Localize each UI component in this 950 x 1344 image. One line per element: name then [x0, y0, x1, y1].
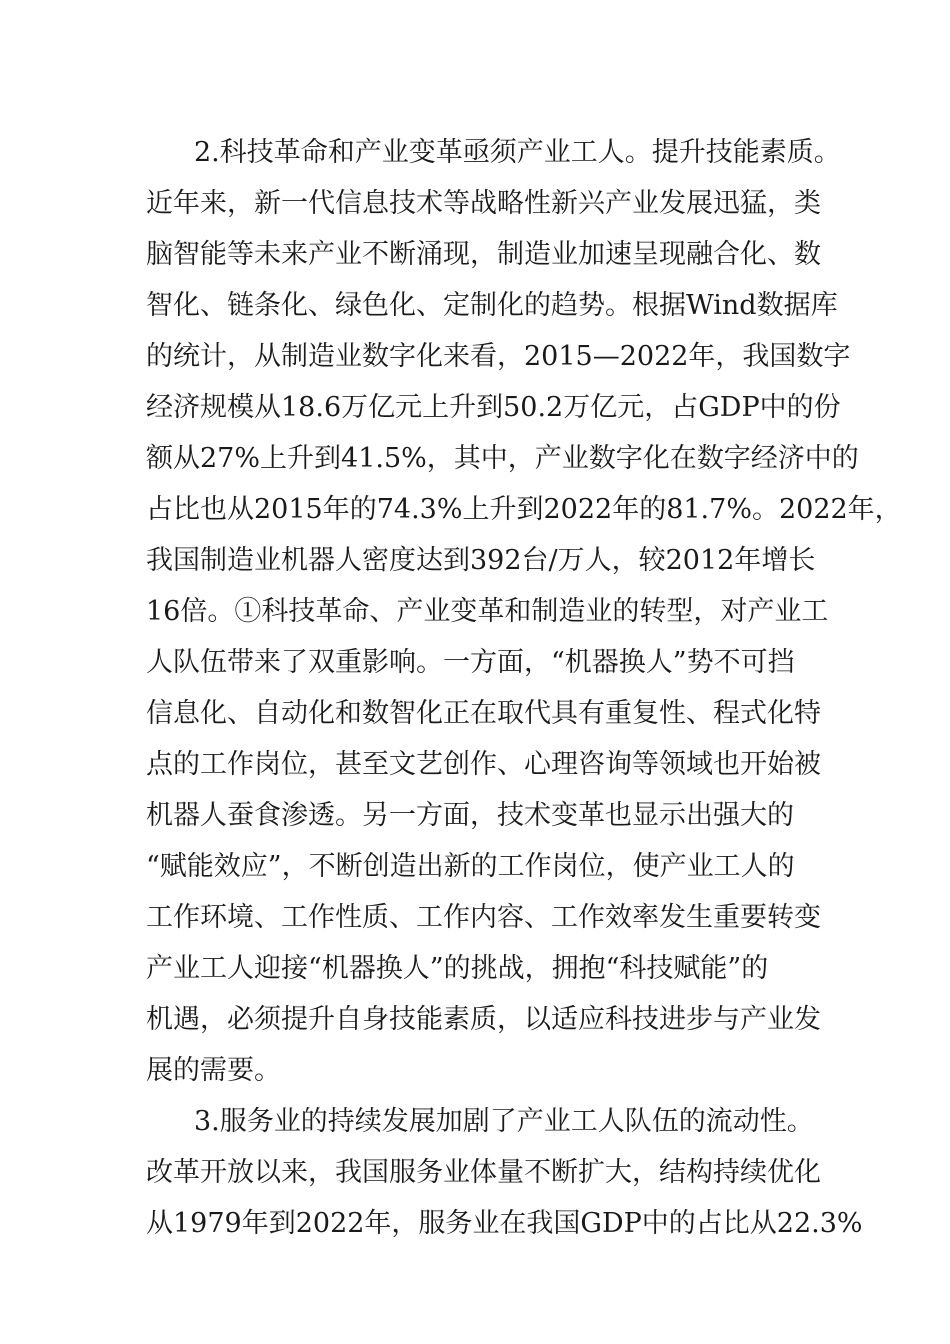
paragraph-2-line: 占比也从2015年的74.3%上升到2022年的81.7%。2022年，	[146, 494, 902, 525]
paragraph-3-heading-line: 3.服务业的持续发展加剧了产业工人队伍的流动性。	[194, 1106, 814, 1137]
paragraph-2-heading-line: 2.科技革命和产业变革亟须产业工人。提升技能素质。	[194, 137, 841, 168]
paragraph-2-line: 信息化、自动化和数智化正在取代具有重复性、程式化特	[146, 698, 821, 729]
paragraph-2-line: 产业工人迎接“机器换人”的挑战，拥抱“科技赋能”的	[146, 953, 769, 984]
paragraph-2-line: 机器人蚕食渗透。另一方面，技术变革也显示出强大的	[146, 800, 794, 831]
paragraph-2-line: “赋能效应”，不断创造出新的工作岗位，使产业工人的	[146, 851, 795, 882]
paragraph-2-line: 机遇，必须提升自身技能素质，以适应科技进步与产业发	[146, 1004, 821, 1035]
paragraph-2-line: 点的工作岗位，甚至文艺创作、心理咨询等领域也开始被	[146, 749, 821, 780]
paragraph-2-line: 脑智能等未来产业不断涌现，制造业加速呈现融合化、数	[146, 239, 821, 270]
paragraph-2-line: 人队伍带来了双重影响。一方面，“机器换人”势不可挡	[146, 647, 795, 678]
paragraph-2-line: 我国制造业机器人密度达到392台/万人，较2012年增长	[146, 545, 816, 576]
paragraph-3-line: 改革开放以来，我国服务业体量不断扩大，结构持续优化	[146, 1157, 821, 1188]
paragraph-2-line: 近年来，新一代信息技术等战略性新兴产业发展迅猛，类	[146, 188, 821, 219]
paragraph-2-line: 的统计，从制造业数字化来看，2015—2022年，我国数字	[146, 341, 851, 372]
paragraph-2-line: 16倍。①科技革命、产业变革和制造业的转型，对产业工	[146, 596, 829, 627]
paragraph-2-line: 经济规模从18.6万亿元上升到50.2万亿元，占GDP中的份	[146, 392, 841, 423]
paragraph-2-line: 智化、链条化、绿色化、定制化的趋势。根据Wind数据库	[146, 290, 838, 321]
paragraph-2-line: 工作环境、工作性质、工作内容、工作效率发生重要转变	[146, 902, 821, 933]
paragraph-2-line: 展的需要。	[146, 1055, 281, 1086]
paragraph-3-line: 从1979年到2022年，服务业在我国GDP中的占比从22.3%	[146, 1208, 863, 1239]
paragraph-2-line: 额从27%上升到41.5%，其中，产业数字化在数字经济中的	[146, 443, 859, 474]
text-body	[146, 127, 902, 1249]
